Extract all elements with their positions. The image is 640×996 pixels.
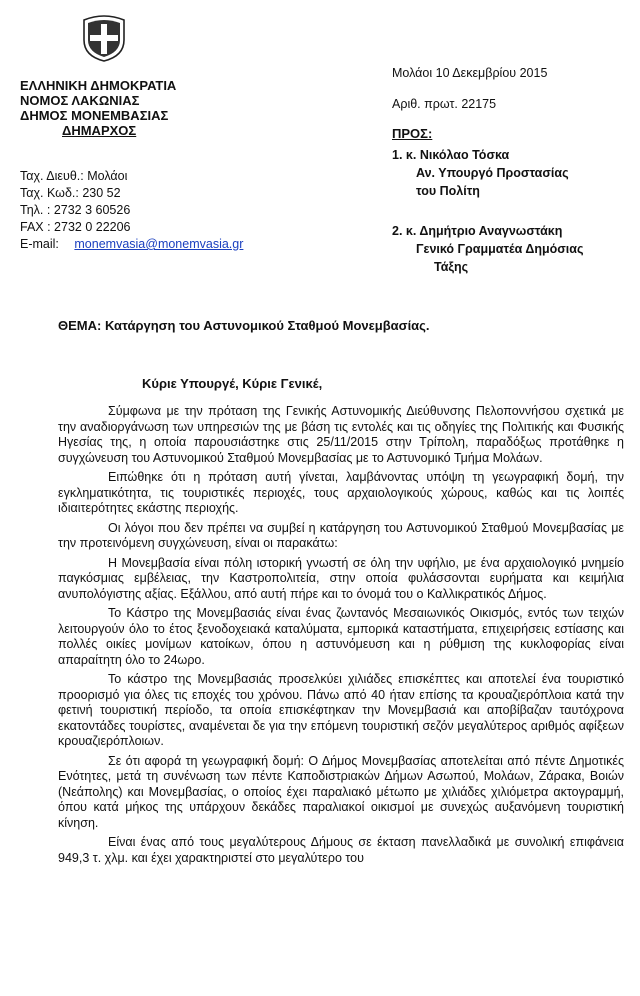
- body-paragraph: Το Κάστρο της Μονεμβασιάς είναι ένας ζωντανός Μεσαιωνικός Οικισμός, εντός των τειχών λειτουργούν όλο το έτος ξενοδοχειακά καταλύματα, εμπορικά καταστήματα, επιχειρήσεις εστίασης και πολλές οικίες μονίμων κατοίκων, όπου η αστυνόμευση και η ρύθμιση της κυκλοφορίας είναι απαραίτητη όλο το 24ωρο.: [58, 606, 624, 667]
- contact-postal: Ταχ. Κωδ.: 230 52: [20, 186, 121, 200]
- recipient-1-name: 1. κ. Νικόλαο Τόσκα: [392, 148, 510, 162]
- body-paragraph: Είναι ένας από τους μεγαλύτερους Δήμους σε έκταση πανελλαδικά με συνολική επιφάνεια 949,3 τ. χλμ. και έχει χαρακτηριστεί στο μεγαλύτερο του: [58, 835, 624, 865]
- recipient-2: [392, 222, 583, 276]
- issuer-line-4: ΔΗΜΑΡΧΟΣ: [62, 123, 137, 138]
- letter-body: [58, 404, 624, 870]
- recipient-2-name: 2. κ. Δημήτριο Αναγνωστάκη: [392, 224, 563, 238]
- contact-email-link[interactable]: monemvasia@monemvasia.gr: [74, 237, 244, 251]
- letter-subject: ΘΕΜΑ: Κατάργηση του Αστυνομικού Σταθμού Μονεμβασίας.: [58, 318, 430, 333]
- recipient-2-role: Γενικό Γραμματέα Δημόσιας: [416, 242, 584, 256]
- recipients-title: ΠΡΟΣ:: [392, 126, 433, 141]
- recipient-1-role: Αν. Υπουργό Προστασίας: [416, 166, 569, 180]
- issuer-line-3: ΔΗΜΟΣ ΜΟΝΕΜΒΑΣΙΑΣ: [20, 108, 169, 123]
- protocol-number: Αριθ. πρωτ. 22175: [392, 97, 497, 111]
- body-paragraph: Σε ότι αφορά τη γεωγραφική δομή: Ο Δήμος Μονεμβασίας αποτελείται από πέντε Δημοτικές Ενότητες, μετά τη συνένωση των πέντε Καποδιστριακών Δήμων Ασωπού, Μολάων, Ζάρακα, Βοιών (Νεάπολης) και Μονεμβασίας, ο οποίος έχει παραλιακό μέτωπο με χιλιάδες χιλιόμετρα ακτογραμμή, όπου κατά μήκος της υπάρχουν δεκάδες παραλιακοί οικισμοί με συνεχώς αυξανόμενη τουριστική κίνηση.: [58, 753, 624, 830]
- contact-email-label: E-mail:: [20, 237, 59, 251]
- body-paragraph: Ειπώθηκε ότι η πρόταση αυτή γίνεται, λαμβάνοντας υπόψη τη γεωγραφική δομή, την εγκληματικότητα, τις τουριστικές περιοχές, τους αρχαιολογικούς χώρους, καθώς και τις λοιπές ιδιαιτερότητες εκάστης περιοχής.: [58, 470, 624, 515]
- contact-phone: Τηλ. : 2732 3 60526: [20, 203, 131, 217]
- body-paragraph: Οι λόγοι που δεν πρέπει να συμβεί η κατάργηση του Αστυνομικού Σταθμού Μονεμβασίας με την προτεινόμενη συγχώνευση, είναι οι παρακάτω:: [58, 520, 624, 550]
- recipient-1-role-cont: του Πολίτη: [416, 184, 480, 198]
- body-paragraph: Η Μονεμβασία είναι πόλη ιστορική γνωστή σε όλη την υφήλιο, με ένα αρχαιολογικό μνημείο παγκόσμιας εμβέλειας, την Καστροπολιτεία, στην οποία φυλάσσονται ευρήματα και κειμήλια ανυπολόγιστης αξίας. Εξάλλου, από αυτή πήρε και το όνομά του ο Καλλικρατικός Δήμος.: [58, 555, 624, 601]
- issuer-line-1: ΕΛΛΗΝΙΚΗ ΔΗΜΟΚΡΑΤΙΑ: [20, 78, 177, 93]
- recipient-2-role-cont: Τάξης: [434, 260, 469, 274]
- contact-fax: FAX : 2732 0 22206: [20, 220, 131, 234]
- body-paragraph: Σύμφωνα με την πρόταση της Γενικής Αστυνομικής Διεύθυνσης Πελοποννήσου σχετικά με την αναδιοργάνωση των υπηρεσιών της με βάση τις εντολές και τις οδηγίες της Πολιτικής και Φυσικής Ηγεσίας της, η οποία παρουσιάστηκε στις 25/11/2015 στην Τρίπολη, παραδόξως προτάθηκε η συγχώνευση του Αστυνομικού Σταθμού Μονεμβασίας με το Αστυνομικό Τμήμα Μολάων.: [58, 404, 624, 465]
- issuer-line-2: ΝΟΜΟΣ ΛΑΚΩΝΙΑΣ: [20, 93, 140, 108]
- recipient-1: [392, 146, 569, 200]
- letter-salutation: Κύριε Υπουργέ, Κύριε Γενικέ,: [142, 376, 323, 391]
- contact-address: Ταχ. Διευθ.: Μολάοι: [20, 169, 128, 183]
- body-paragraph: Το κάστρο της Μονεμβασιάς προσελκύει χιλιάδες επισκέπτες και αποτελεί ένα τουριστικό προορισμό για όλες τις εποχές του χρόνου. Πάνω από 40 ήταν επίσης τα κρουαζιερόπλοια κατά την φετινή τουριστική περίοδο, τα οποία επισκέφτηκαν την Μονεμβασιά και αποβίβαζαν ταυτόχρονα εκατοντάδες τουρίστες, αναμένεται δε για την επόμενη τουριστική σεζόν μεγαλύτερος αριθμός αφίξεων κρουαζιερόπλοιων.: [58, 672, 624, 748]
- contact-block: [20, 168, 243, 253]
- document-date: Μολάοι 10 Δεκεμβρίου 2015: [392, 66, 548, 80]
- contact-email-row: [20, 236, 243, 253]
- issuer-header: [20, 78, 176, 138]
- hellenic-republic-emblem-icon: [82, 14, 126, 62]
